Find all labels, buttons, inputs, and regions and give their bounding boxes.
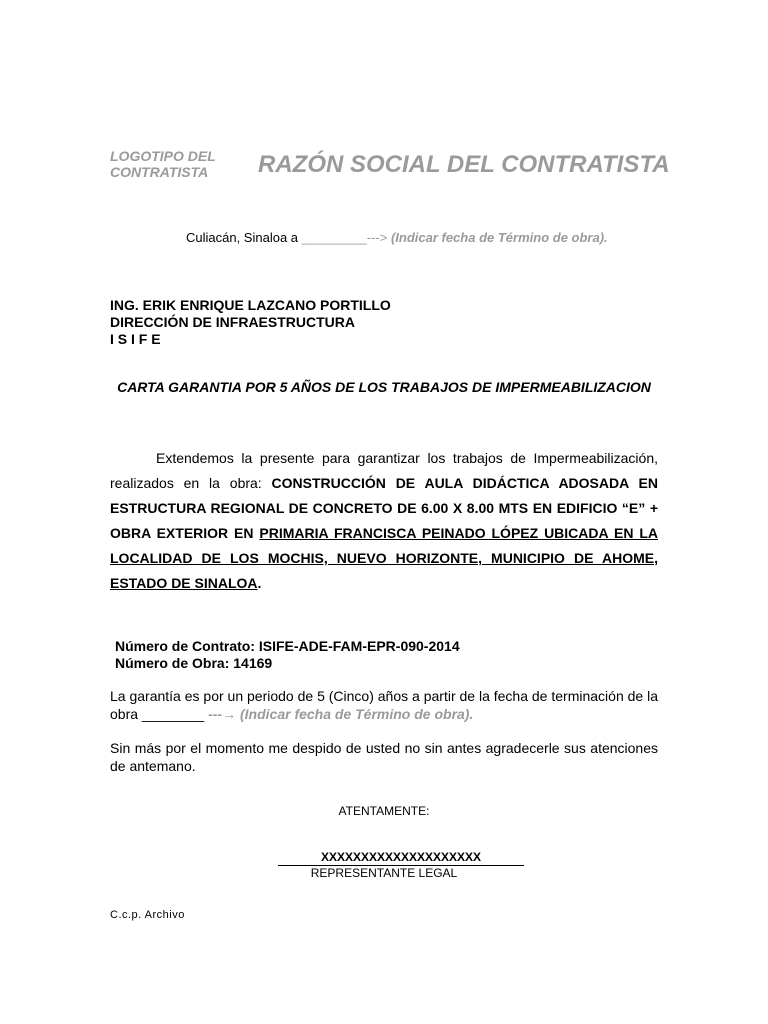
guarantee-paragraph xyxy=(110,687,658,723)
atentamente-label: ATENTAMENTE: xyxy=(338,804,430,818)
guarantee-hint: (Indicar fecha de Término de obra). xyxy=(236,706,474,722)
closing-paragraph: Sin más por el momento me despido de usted no sin antes agradecerle sus atenciones de antemano. xyxy=(110,740,658,774)
contract-number: Número de Contrato: ISIFE-ADE-FAM-EPR-090-2014 xyxy=(115,638,460,654)
addressee-department: DIRECCIÓN DE INFRAESTRUCTURA xyxy=(110,314,355,330)
obra-number: Número de Obra: 14169 xyxy=(115,655,273,671)
addressee-name: ING. ERIK ENRIQUE LAZCANO PORTILLO xyxy=(110,297,391,313)
guarantee-text: La garantía es por un periodo de 5 (Cinco) años a partir de la fecha de terminación de la obra ________ xyxy=(110,688,658,722)
body-period: . xyxy=(257,575,262,591)
body-obra-underlined: PRIMARIA FRANCISCA PEINADO LÓPEZ UBICADA EN LA LOCALIDAD DE LOS MOCHIS, NUEVO HORIZONTE, MUNICIPIO DE AHOME, ESTADO DE SINALOA xyxy=(110,525,658,591)
company-name-heading: RAZÓN SOCIAL DEL CONTRATISTA xyxy=(258,151,670,178)
body-paragraph xyxy=(110,446,658,596)
logo-placeholder xyxy=(110,148,216,180)
guarantee-arrow: ---→ xyxy=(208,706,237,722)
date-line xyxy=(186,230,608,245)
date-blank: _________---> xyxy=(301,230,388,245)
logo-line-1: LOGOTIPO DEL xyxy=(110,148,216,164)
body-intro: Extendemos la presente para garantizar los trabajos de Impermeabilización, realizados en la obra: xyxy=(110,450,658,491)
date-hint: (Indicar fecha de Término de obra). xyxy=(390,230,608,245)
addressee-block xyxy=(110,297,391,348)
contract-block xyxy=(115,638,460,672)
addressee-org: I S I F E xyxy=(110,331,161,347)
logo-line-2: CONTRATISTA xyxy=(110,164,209,180)
date-place: Culiacán, Sinaloa a xyxy=(186,230,299,245)
body-obra: CONSTRUCCIÓN DE AULA DIDÁCTICA ADOSADA EN ESTRUCTURA REGIONAL DE CONCRETO DE 6.00 X 8.00 MTS EN EDIFICIO “E” + OBRA EXTERIOR EN xyxy=(110,475,658,541)
letter-title: CARTA GARANTIA POR 5 AÑOS DE LOS TRABAJOS DE IMPERMEABILIZACION xyxy=(117,379,651,395)
signature-role: REPRESENTANTE LEGAL xyxy=(310,866,458,880)
ccp-note: C.c.p. Archivo xyxy=(110,909,185,921)
signature-name: XXXXXXXXXXXXXXXXXXXX xyxy=(278,850,524,866)
